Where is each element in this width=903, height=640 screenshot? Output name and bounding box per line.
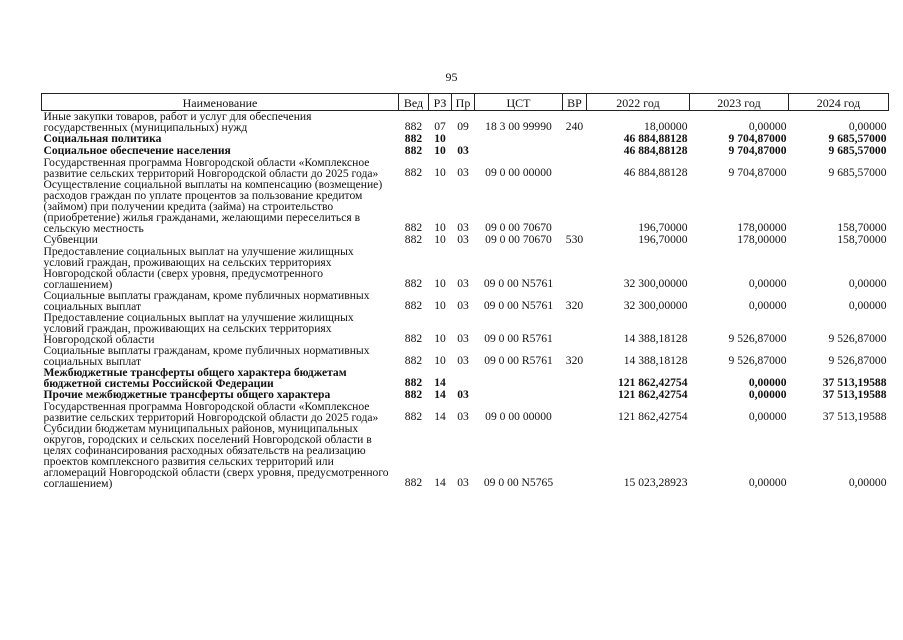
row-2022: 15 023,28923 [623, 476, 688, 489]
row-cst: 09 0 00 N5761 [483, 299, 554, 312]
row-name: Предоставление социальных выплат на улучшение жилищных условий граждан, проживающих на сельских территориях Новгородской области [43, 311, 354, 346]
row-vr [563, 401, 587, 423]
table-row [42, 179, 889, 234]
row-cst: 09 0 00 00000 [485, 166, 552, 179]
row-2023: 9 704,87000 [728, 132, 787, 145]
row-2023: 9 704,87000 [728, 144, 787, 157]
row-name: Прочие межбюджетные трансферты общего характера [43, 388, 331, 401]
row-pr: 03 [457, 410, 469, 423]
table-row [42, 290, 889, 312]
row-rz: 10 [434, 277, 446, 290]
row-vr: 320 [565, 354, 584, 367]
row-2023: 0,00000 [748, 299, 787, 312]
row-2023: 0,00000 [748, 410, 787, 423]
row-rz: 10 [434, 299, 446, 312]
row-pr: 03 [457, 233, 469, 246]
row-pr: 03 [457, 388, 469, 401]
row-2022: 46 884,88128 [623, 166, 688, 179]
row-cst: 18 3 00 99990 [485, 120, 552, 133]
row-vr [563, 157, 587, 179]
row-2022: 121 862,42754 [617, 388, 688, 401]
row-ved: 882 [404, 166, 423, 179]
row-cst: 09 0 00 00000 [485, 410, 552, 423]
header-ved: Вед [399, 94, 429, 111]
row-2024: 37 513,19588 [822, 410, 887, 423]
row-2022: 14 388,18128 [623, 354, 688, 367]
table-header-row [42, 94, 889, 111]
table-row [42, 367, 889, 389]
row-vr: 240 [565, 120, 584, 133]
row-2024: 9 526,87000 [828, 332, 887, 345]
header-vr: ВР [563, 94, 587, 111]
row-ved: 882 [404, 233, 423, 246]
row-vr [563, 179, 587, 234]
row-2022: 14 388,18128 [623, 332, 688, 345]
row-rz: 10 [434, 144, 446, 157]
row-vr [563, 367, 587, 389]
row-pr [452, 367, 475, 389]
row-name: Социальное обеспечение населения [43, 144, 231, 157]
row-name: Осуществление социальной выплаты на компенсацию (возмещение) расходов граждан по уплате процентов за пользование кредитом (займом) при получении кредита (займа) на строительство (приобретение) жилья гражданами, желающими переселиться в сельскую местность [43, 178, 383, 235]
row-pr: 03 [457, 166, 469, 179]
row-pr: 03 [457, 299, 469, 312]
row-2022: 18,00000 [644, 120, 688, 133]
table-row [42, 312, 889, 345]
row-ved: 882 [404, 410, 423, 423]
row-name: Предоставление социальных выплат на улучшение жилищных условий граждан, проживающих на сельских территориях Новгородской области (сверх уровня, предусмотренного соглашением) [43, 245, 354, 291]
row-pr: 03 [457, 144, 469, 157]
row-2022: 196,70000 [638, 221, 688, 234]
row-ved: 882 [404, 299, 423, 312]
row-pr: 09 [457, 120, 469, 133]
row-pr: 03 [457, 221, 469, 234]
row-rz: 10 [434, 332, 446, 345]
header-2023: 2023 год [690, 94, 789, 111]
row-2023: 9 526,87000 [728, 354, 787, 367]
row-rz: 14 [434, 376, 446, 389]
row-cst [475, 145, 563, 157]
row-2023: 0,00000 [748, 376, 787, 389]
row-rz: 10 [434, 233, 446, 246]
row-vr: 530 [565, 233, 584, 246]
row-name: Субвенции [43, 233, 98, 246]
row-cst: 09 0 00 R5761 [484, 354, 553, 367]
row-2022: 46 884,88128 [623, 132, 688, 145]
row-pr: 03 [457, 354, 469, 367]
row-ved: 882 [404, 120, 423, 133]
header-2022: 2022 год [587, 94, 690, 111]
row-cst: 09 0 00 70670 [485, 221, 552, 234]
table-row [42, 423, 889, 489]
table-row [42, 246, 889, 290]
row-2023: 0,00000 [748, 388, 787, 401]
row-ved: 882 [404, 132, 423, 145]
row-name: Социальные выплаты гражданам, кроме публичных нормативных социальных выплат [43, 344, 370, 368]
row-2024: 0,00000 [848, 476, 887, 489]
row-2023: 9 526,87000 [728, 332, 787, 345]
row-name: Субсидии бюджетам муниципальных районов, муниципальных округов, городских и сельских поселений Новгородской области в целях софинансирования расходных обязательств на реализацию проектов комплексного развития сельских территорий или агломераций Новгородской области (сверх уровня, предусмотренного соглашением) [43, 422, 389, 490]
header-name: Наименование [42, 94, 399, 111]
row-rz: 10 [434, 221, 446, 234]
row-vr [563, 312, 587, 345]
page-number: 95 [445, 70, 458, 84]
row-rz: 14 [434, 410, 446, 423]
budget-table [41, 93, 889, 489]
row-rz: 10 [434, 354, 446, 367]
row-2024: 0,00000 [848, 277, 887, 290]
row-name: Межбюджетные трансферты общего характера бюджетам бюджетной системы Российской Федерации [43, 366, 347, 390]
row-rz: 07 [434, 120, 446, 133]
row-pr: 03 [457, 277, 469, 290]
row-name: Социальная политика [43, 132, 162, 145]
row-cst: 09 0 00 R5761 [484, 332, 553, 345]
table-row [42, 401, 889, 423]
row-name: Социальные выплаты гражданам, кроме публичных нормативных социальных выплат [43, 289, 370, 313]
row-name: Государственная программа Новгородской области «Комплексное развитие сельских территорий Новгородской области до 2025 года» [43, 156, 379, 180]
row-2022: 46 884,88128 [623, 144, 688, 157]
row-cst: 09 0 00 N5765 [483, 476, 554, 489]
row-vr: 320 [565, 299, 584, 312]
row-2022: 32 300,00000 [623, 299, 688, 312]
row-2023: 178,00000 [737, 221, 787, 234]
row-ved: 882 [404, 376, 423, 389]
header-2024: 2024 год [789, 94, 889, 111]
row-2023: 9 704,87000 [728, 166, 787, 179]
row-cst: 09 0 00 N5761 [483, 277, 554, 290]
row-cst [475, 367, 563, 389]
table-row [42, 345, 889, 367]
row-2024: 9 685,57000 [828, 132, 887, 145]
row-ved: 882 [404, 476, 423, 489]
header-rz: РЗ [429, 94, 452, 111]
row-vr [563, 246, 587, 290]
row-2024: 37 513,19588 [822, 388, 887, 401]
row-2022: 121 862,42754 [617, 376, 688, 389]
row-vr [563, 133, 587, 145]
row-vr [563, 389, 587, 401]
header-pr: Пр [452, 94, 475, 111]
row-ved: 882 [404, 354, 423, 367]
row-ved: 882 [404, 332, 423, 345]
row-pr: 03 [457, 476, 469, 489]
row-2024: 9 526,87000 [828, 354, 887, 367]
row-rz: 14 [434, 388, 446, 401]
row-pr: 03 [457, 332, 469, 345]
row-ved: 882 [404, 221, 423, 234]
row-2024: 9 685,57000 [828, 166, 887, 179]
row-rz: 10 [434, 166, 446, 179]
row-name: Государственная программа Новгородской области «Комплексное развитие сельских территорий Новгородской области до 2025 года» [43, 400, 379, 424]
row-2024: 37 513,19588 [822, 376, 887, 389]
row-2024: 0,00000 [848, 120, 887, 133]
row-vr [563, 423, 587, 489]
row-2023: 0,00000 [748, 476, 787, 489]
row-cst [475, 389, 563, 401]
table-row [42, 157, 889, 179]
row-name: Иные закупки товаров, работ и услуг для обеспечения государственных (муниципальных) нужд [43, 110, 312, 134]
row-2023: 0,00000 [748, 120, 787, 133]
row-2023: 0,00000 [748, 277, 787, 290]
table-row [42, 111, 889, 134]
row-rz: 14 [434, 476, 446, 489]
row-rz: 10 [434, 132, 446, 145]
row-2024: 0,00000 [848, 299, 887, 312]
row-cst: 09 0 00 70670 [485, 233, 552, 246]
header-cst: ЦСТ [475, 94, 563, 111]
row-2022: 196,70000 [638, 233, 688, 246]
row-2024: 9 685,57000 [828, 144, 887, 157]
row-ved: 882 [404, 388, 423, 401]
row-cst [475, 133, 563, 145]
row-ved: 882 [404, 277, 423, 290]
row-ved: 882 [404, 144, 423, 157]
row-2023: 178,00000 [737, 233, 787, 246]
row-2024: 158,70000 [837, 221, 887, 234]
row-2022: 121 862,42754 [617, 410, 688, 423]
row-2022: 32 300,00000 [623, 277, 688, 290]
row-2024: 158,70000 [837, 233, 887, 246]
row-vr [563, 145, 587, 157]
